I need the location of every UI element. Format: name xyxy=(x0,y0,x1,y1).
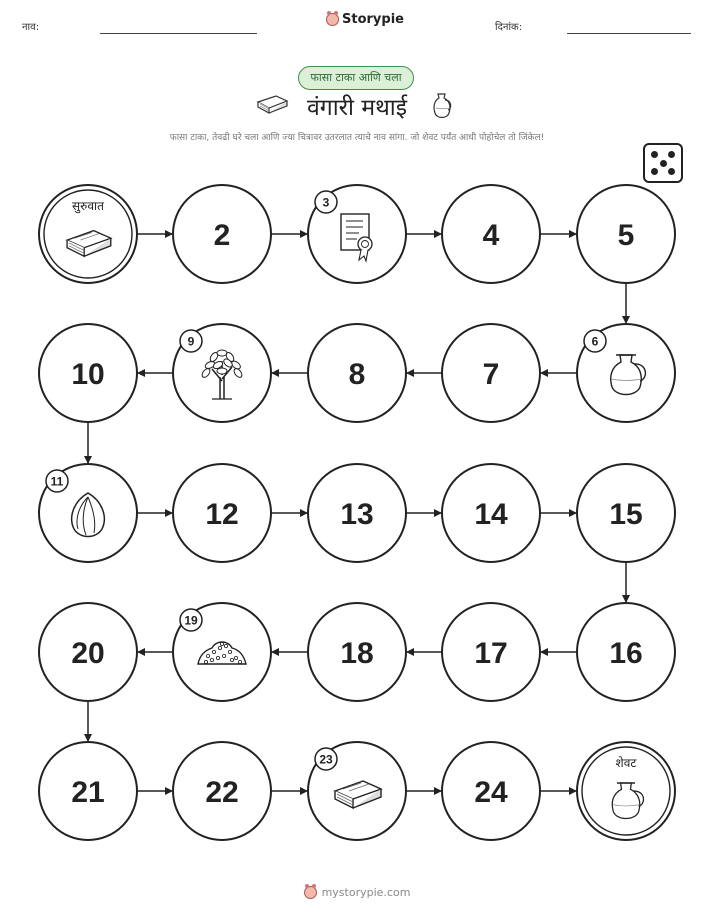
board-square[interactable] xyxy=(442,464,540,562)
board-square[interactable] xyxy=(442,603,540,701)
square-number-badge: 6 xyxy=(591,334,599,349)
square-number: 20 xyxy=(71,637,105,670)
name-label: नाव: xyxy=(22,22,40,33)
square-number-badge: 9 xyxy=(187,334,195,349)
board-square[interactable] xyxy=(308,742,406,840)
board-square[interactable] xyxy=(39,742,137,840)
board-square[interactable] xyxy=(308,324,406,422)
square-number: 12 xyxy=(205,498,239,531)
square-number: 21 xyxy=(71,776,105,809)
square-number-badge: 23 xyxy=(319,752,333,767)
square-number: 10 xyxy=(71,358,105,391)
square-number: 14 xyxy=(474,498,508,531)
square-number: 7 xyxy=(482,358,500,391)
instructions: फासा टाका, तेवढी घरे चला आणि ज्या चित्रावर उतरलात त्याचे नाव सांगा. जो शेवट पर्यंत आधी पोहोचेल तो जिंकेल! xyxy=(169,133,545,143)
square-number: 13 xyxy=(340,498,374,531)
date-label: दिनांक: xyxy=(495,22,523,33)
start-label: सुरुवात xyxy=(72,199,104,213)
board-square[interactable] xyxy=(577,324,675,422)
footer-site[interactable]: mystorypie.com xyxy=(321,886,411,899)
board-square[interactable] xyxy=(577,464,675,562)
board-square[interactable] xyxy=(308,185,406,283)
square-number: 15 xyxy=(609,498,643,531)
brand-name: Storypie xyxy=(342,12,404,27)
start-square[interactable] xyxy=(39,185,137,283)
square-number-badge: 11 xyxy=(50,474,64,489)
square-number-badge: 19 xyxy=(184,613,198,628)
footer xyxy=(0,886,714,899)
square-number: 22 xyxy=(205,776,239,809)
board-square[interactable] xyxy=(308,603,406,701)
page-title: वंगारी मथाई xyxy=(306,95,408,121)
board-square[interactable] xyxy=(173,742,271,840)
square-number: 8 xyxy=(348,358,366,391)
board-square[interactable] xyxy=(39,324,137,422)
square-number: 4 xyxy=(482,219,500,252)
board-square[interactable] xyxy=(442,742,540,840)
board-square[interactable] xyxy=(577,185,675,283)
board-square[interactable] xyxy=(308,464,406,562)
square-number: 2 xyxy=(213,219,231,252)
end-label: शेवट xyxy=(615,756,637,770)
end-square[interactable] xyxy=(577,742,675,840)
board-square[interactable] xyxy=(39,603,137,701)
board-square[interactable] xyxy=(442,185,540,283)
board-square[interactable] xyxy=(173,464,271,562)
board-square[interactable] xyxy=(173,603,271,701)
game-type-badge: फासा टाका आणि चला xyxy=(298,66,414,90)
board-square[interactable] xyxy=(577,603,675,701)
square-number: 24 xyxy=(474,776,508,809)
square-number: 5 xyxy=(617,219,635,252)
board-square[interactable] xyxy=(173,324,271,422)
square-number: 17 xyxy=(474,637,508,670)
board-square[interactable] xyxy=(442,324,540,422)
square-number-badge: 3 xyxy=(322,195,330,210)
mascot-icon xyxy=(304,886,317,899)
square-number: 18 xyxy=(340,637,374,670)
square-number: 16 xyxy=(609,637,643,670)
board-square[interactable] xyxy=(173,185,271,283)
board-square[interactable] xyxy=(39,464,137,562)
